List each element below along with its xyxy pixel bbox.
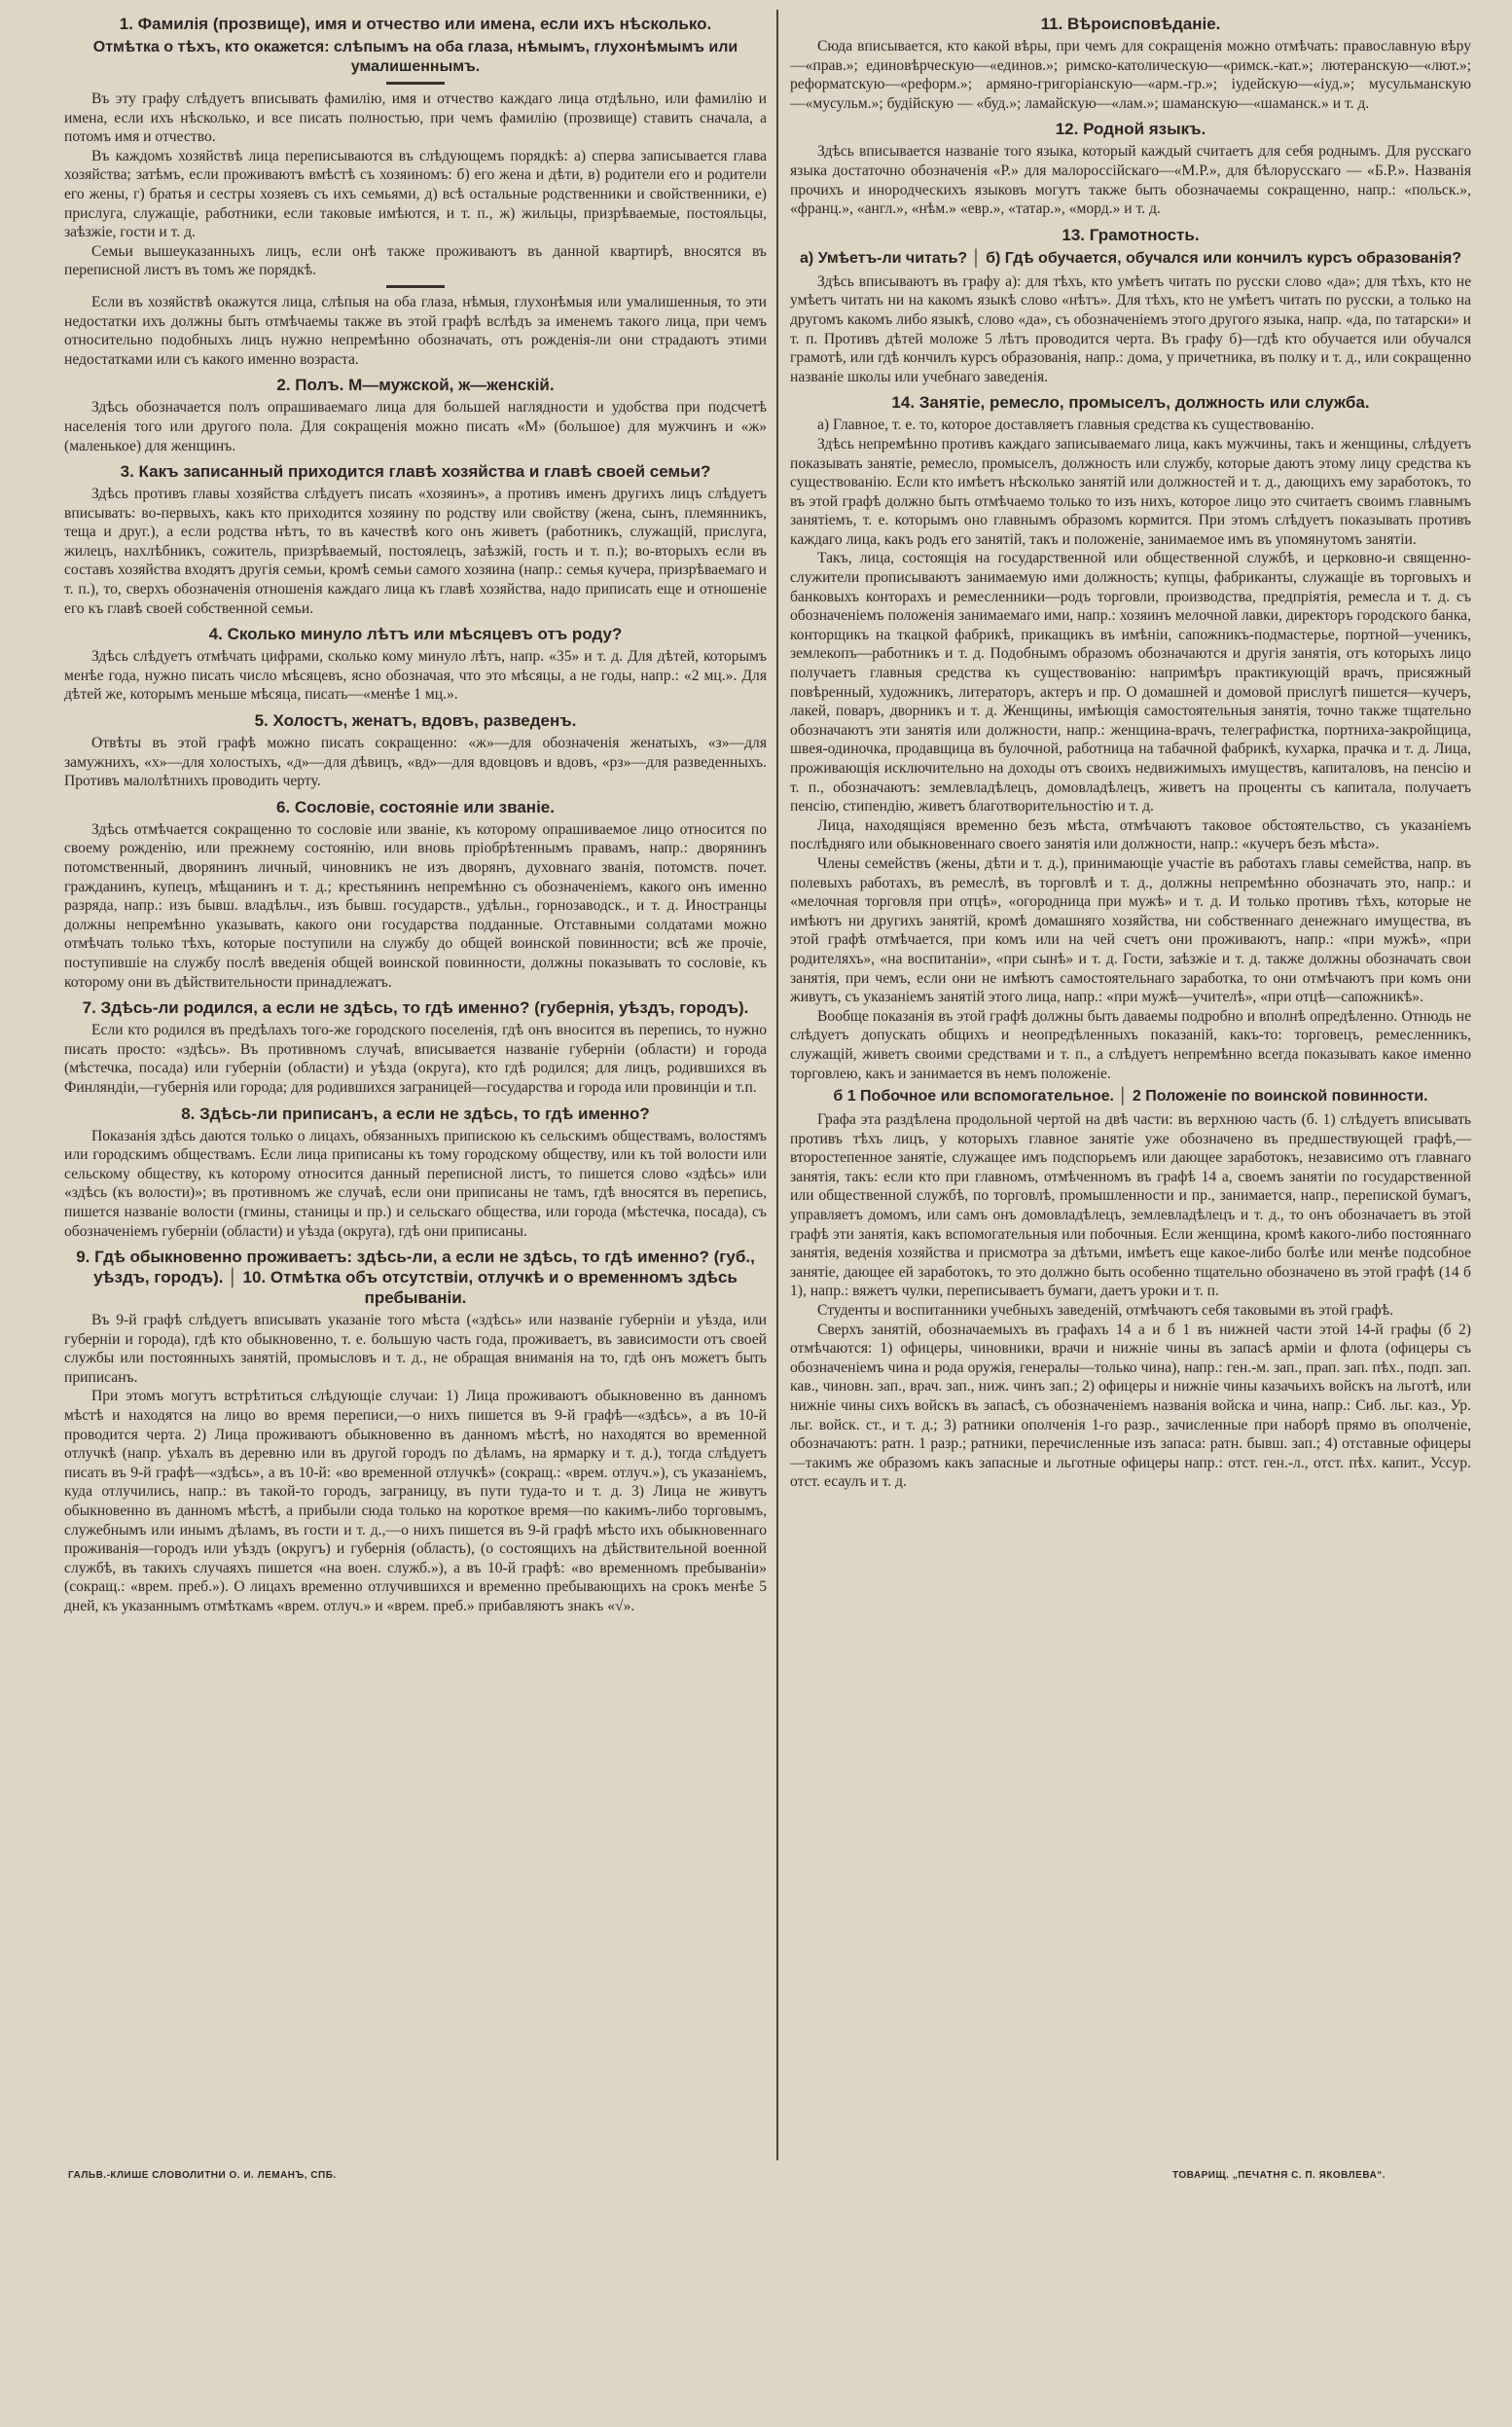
section-heading: 1. Фамилія (прозвище), имя и отчество или имена, если ихъ нѣсколько.	[119, 15, 712, 33]
paragraph: Если въ хозяйствѣ окажутся лица, слѣпыя на оба глаза, нѣмыя, глухонѣмыя или умалишенныя, то эти недостатки ихъ должны быть отмѣчаемы также въ этой графѣ вслѣдъ за именемъ такого лица, при чемъ относительно подобныхъ лицъ нужно непремѣнно обозначать, отъ рожденія-ли они страдаютъ этими недостатками или съ какого именно возраста.	[64, 293, 767, 368]
section-subheading: а) Умѣетъ-ли читать? │ б) Гдѣ обучается, обучался или кончилъ курсъ образованія?	[800, 249, 1461, 267]
paragraph: Такъ, лица, состоящія на государственной или общественной службѣ, и церковно-и священно-служители прописываютъ занимаемую ими должность; купцы, фабриканты, служащіе въ торговыхъ и банковыхъ конторахъ и ремесленники—родъ торговли, производства, предпріятія, ремесла и т. д. съ обозначеніемъ положенія занимаемаго ими, напр.: хозяинъ мелочной лавки, директоръ городского банка, конторщикъ на ткацкой фабрикѣ, прикащикъ въ имѣніи, сапожникъ-подмастерье, портной—ученикъ, землекопъ—работникъ и т. д. Подобнымъ образомъ обозначаются и другія занятія, отъ которыхъ лицо получаетъ главныя средства къ существованію: напримѣръ практикующій врачъ, присяжный повѣренный, художникъ, литераторъ, актеръ и пр. О домашней и домовой прислугѣ пишется—кучеръ, лакей, поваръ, дворникъ и т. д. Женщины, имѣющія самостоятельныя занятія, точно также тщательно обозначаютъ эти занятія или должности, напр.: женщина-врачъ, телеграфистка, портниха-закройщица, швея-одиночка, продавщица въ булочной, работница на табачной фабрикѣ, кухарка, прачка и т. д. Лица, проживающія исключительно на доходы отъ своихъ недвижимыхъ имуществъ, капиталовъ, на пенсію и т. п., обозначаютъ: землевладѣлецъ, домовладѣлецъ, живетъ на проценты съ капитала, получаетъ пенсію, стипендію, живетъ благотворительностію и т. д.	[790, 550, 1471, 815]
footer-left-imprint: ГАЛЬВ.-КЛИШЕ СЛОВОЛИТНИ О. И. ЛЕМАНЪ, СПБ.	[68, 2170, 337, 2181]
paragraph: Сюда вписывается, кто какой вѣры, при чемъ для сокращенія можно отмѣчать: православную вѣру—«прав.»; единовѣрческую—«единов.»; римско-католическую—«римск.-кат.»; лютеранскую—«лют.»; реформатскую—«реформ.»; армяно-григоріанскую—«арм.-гр.»; іудейскую—«іуд.»; мусульманскую—«мусульм.»; будійскую — «буд.»; ламайскую—«лам.»; шаманскую—«шаманск.» и т. д.	[790, 38, 1471, 112]
paragraph: Члены семействъ (жены, дѣти и т. д.), принимающіе участіе въ работахъ главы семейства, напр. въ полевыхъ работахъ, въ ремеслѣ, въ торговлѣ и т. д., должны непремѣнно обозначать это, напр.: и «мелочная торговля при отцѣ», «огородница при мужѣ» и т. д. И только противъ тѣхъ, которые не имѣютъ ни другихъ занятій, кромѣ домашняго хозяйства, ни собственнаго денежнаго имущества, въ этой графѣ отмѣчается, при комъ или на чей счетъ они проживаютъ, напр.: «при мужѣ», «при родителяхъ», «на воспитаніи», «при сынѣ» и т. д. Гости, заѣзжіе и т. д. также должны обозначать свои занятія, при чемъ, если они не имѣютъ самостоятельнаго заработка, то они отмѣчаютъ при комъ они живутъ, съ указаніемъ занятій этого лица, напр.: «при мужѣ—учителѣ», «при отцѣ—сапожникѣ».	[790, 854, 1471, 1006]
paragraph: Здѣсь обозначается полъ опрашиваемаго лица для большей наглядности и удобства при подсчетѣ населенія того или другого пола. Для сокращенія можно писать «М» (большое) для мужчинъ и «ж» (маленькое) для женщинъ.	[64, 399, 767, 454]
paragraph: Здѣсь слѣдуетъ отмѣчать цифрами, сколько кому минуло лѣтъ, напр. «35» и т. д. Для дѣтей, которымъ менѣе года, нужно писать число мѣсяцевъ, ясно обозначая, что это мѣсяцы, а не годы, напр.: «2 мц.». Для дѣтей же, которымъ меньше мѣсяца, писать—«менѣе 1 мц.».	[64, 648, 767, 704]
section-heading: 7. Здѣсь-ли родился, а если не здѣсь, то гдѣ именно? (губернія, уѣздъ, городъ).	[82, 998, 749, 1018]
paragraph: Здѣсь непремѣнно противъ каждаго записываемаго лица, какъ мужчины, такъ и женщины, слѣдуетъ показывать занятіе, ремесло, промыселъ, должность или службу, которые даютъ этому лицу средства къ существованію. Если кто имѣетъ нѣсколько занятій или должностей и т. д., дающихъ ему заработокъ, то въ этой графѣ должно быть отмѣчаемо только то изъ нихъ, которое лицо это считаетъ своимъ главнымъ занятіемъ, т. е. которымъ оно главнымъ образомъ кормится. При этомъ слѣдуетъ показывать противъ каждаго лица, какъ родъ его занятій, такъ и положеніе, занимаемое имъ въ упомянутомъ занятіи.	[790, 435, 1471, 548]
paragraph: Сверхъ занятій, обозначаемыхъ въ графахъ 14 а и б 1 въ нижней части этой 14-й графы (б 2) отмѣчаются: 1) офицеры, чиновники, врачи и нижніе чины въ запасѣ арміи и флота (офицеры съ обозначеніемъ чина и рода оружія, генералы—только чина), напр.: ген.-м. зап., прап. зап. пѣх., подп. зап. кав., чиновн. зап., врач. зап., ниж. чинъ зап.; 2) офицеры и нижніе чины казачьихъ войскъ на льготѣ, или нижніе чины сихъ войскъ въ запасѣ, съ обозначеніемъ названія войска и чина, напр.: Сиб. льг. каз., Ур. льг. войск. ст., и т. д.; 3) ратники ополченія 1-го разр., зачисленные при наборѣ прямо въ ополченіе, обозначаютъ: ратн. 1 разр.; ратники, перечисленные изъ запаса: ратн. бывш. зап.; 4) отставные офицеры—такимъ же образомъ какъ запасные и льготные офицеры напр.: отст. ген.-л., отст. пѣх. капит., Уссур. отст. есаулъ и т. д.	[790, 1321, 1471, 1491]
column-divider	[776, 10, 778, 2160]
paragraph: При этомъ могутъ встрѣтиться слѣдующіе случаи: 1) Лица проживаютъ обыкновенно въ данномъ мѣстѣ и находятся на лицо во время переписи,—о нихъ пишется въ 9-й графѣ—«здѣсь», а въ 10-й проводится черта. 2) Лица проживаютъ обыкновенно въ данномъ мѣстѣ, но находятся во временной отлучкѣ (напр. уѣхалъ въ деревню или въ другой городъ по дѣламъ, на ярмарку и т. д.), тогда слѣдуетъ писать въ 9-й графѣ—«здѣсь», а въ 10-й: «во временной отлучкѣ» (сокращ.: «врем. отлуч.»), съ указаніемъ, куда отлучились, напр.: въ такой-то городъ, заграницу, въ пути туда-то и т. д. 3) Лица не живутъ обыкновенно въ данномъ мѣстѣ, а прибыли сюда только на короткое время—по какимъ-либо торговымъ, служебнымъ или инымъ дѣламъ, въ гости и т. д.,—о нихъ пишется въ 9-й графѣ мѣсто ихъ обыкновеннаго проживанія—городъ или уѣздъ (округъ) и губернія (область), (о состоящихъ на дѣйствительной военной службѣ, въ такихъ случаяхъ пишется «на воен. служб.»), а въ 10-й графѣ: «во временномъ пребываніи» (сокращ.: «врем. преб.»). О лицахъ временно отлучившихся и временно пребывающихъ на срокъ менѣе 5 дней, къ указаннымъ отмѣткамъ «врем. отлуч.» и «врем. преб.» прибавляютъ знакъ «√».	[64, 1388, 767, 1614]
left-column	[64, 8, 767, 1616]
section-heading: 8. Здѣсь-ли приписанъ, а если не здѣсь, то гдѣ именно?	[181, 1104, 650, 1123]
paragraph: а) Главное, т. е. то, которое доставляетъ главныя средства къ существованію.	[817, 417, 1314, 434]
paragraph: Если кто родился въ предѣлахъ того-же городского поселенія, гдѣ онъ вносится въ перепись, то нужно писать просто: «здѣсь». Въ противномъ случаѣ, вписывается названіе губерніи (области) и города (мѣстечка, посада) или губерніи (области) и уѣзда (округа), кто гдѣ родился; для лицъ, родившихся въ Финляндіи,—губернія или города; для родившихся заграницей—государства и города или провинціи и т.п.	[64, 1022, 767, 1096]
section-heading: 6. Сословіе, состояніе или званіе.	[276, 797, 555, 816]
paragraph: Вообще показанія въ этой графѣ должны быть даваемы подробно и вполнѣ опредѣленно. Отнюдь не слѣдуетъ допускать общихъ и неопредѣленныхъ показаній, какъ-то: торговецъ, ремесленникъ, служащій, живетъ своими средствами и т. п., а слѣдуетъ непремѣнно всегда показывать какое именно торговлею, какъ и занимается въ немъ положеніе.	[790, 1007, 1471, 1082]
section-heading: 2. Полъ. М—мужской, ж—женскій.	[276, 376, 555, 395]
section-heading: 13. Грамотность.	[1062, 225, 1200, 244]
paragraph: Здѣсь противъ главы хозяйства слѣдуетъ писать «хозяинъ», а противъ именъ другихъ лицъ слѣдуетъ вписывать: во-первыхъ, какъ кто приходится хозяину по родству или свойству (жена, сынъ, племянникъ, теща и друг.), а если родства нѣтъ, то въ качествѣ кого онъ живетъ (работникъ, служащій, прислуга, жилецъ, нахлѣбникъ, сожитель, призрѣваемый, постоялецъ, заѣзжій, гость и т. п.); во-вторыхъ если въ составъ хозяйства входятъ другія семьи, кромѣ семьи самого хозяина (напр.: семья кучера, призрѣваемаго и т. п.), то, сверхъ обозначенія отношенія каждаго лица къ главѣ хозяйства, надо приписать еще и отношеніе его къ главѣ своей собственной семьи.	[64, 486, 767, 617]
section-heading: 5. Холостъ, женатъ, вдовъ, разведенъ.	[254, 711, 577, 731]
paragraph: Въ 9-й графѣ слѣдуетъ вписывать указаніе того мѣста («здѣсь» или названіе губерніи и уѣзда, или губерніи и города), гдѣ кто обыкновенно, т. е. большую часть года, проживаетъ, въ зависимости отъ своей службы или постоянныхъ занятій, промысловъ и т. д., не обращая вниманія на то, гдѣ онъ можетъ быть приписанъ.	[64, 1312, 767, 1386]
paragraph: Въ каждомъ хозяйствѣ лица переписываются въ слѣдующемъ порядкѣ: а) сперва записывается глава хозяйства; затѣмъ, если проживаютъ вмѣстѣ съ хозяиномъ: б) его жена и дѣти, в) родители его и родители его жены, г) братья и сестры хозяевъ съ ихъ семьями, д) всѣ остальные родственники и свойственники, е) прислуга, служащіе, работники, если таковые имѣются, и т. п., ж) жильцы, призрѣваемые, постояльцы, заѣзжіе, гости и т. д.	[64, 147, 767, 241]
right-column	[790, 8, 1471, 1492]
paragraph: Здѣсь вписываютъ въ графу а): для тѣхъ, кто умѣетъ читать по русски слово «да»; для тѣхъ, кто не умѣетъ читать ни на какомъ языкѣ слово «нѣтъ». Для тѣхъ, кто не умѣетъ читать по русски, а только на другомъ какомъ либо языкѣ, слово «да», съ обозначеніемъ этого другого языка, напр. «да, по татарски» и т. п. Противъ дѣтей моложе 5 лѣтъ проводится черта. Въ графу б)—гдѣ кто обучается или обучался грамотѣ, или гдѣ кончилъ курсъ образованія, напр.: дома, у причетника, въ полку и т. д., или сокращенно названіе школы или учебнаго заведенія.	[790, 272, 1471, 385]
section-heading: 3. Какъ записанный приходится главѣ хозяйства и главѣ своей семьи?	[120, 462, 711, 482]
paragraph: Студенты и воспитанники учебныхъ заведеній, отмѣчаютъ себя таковыми въ этой графѣ.	[817, 1302, 1394, 1320]
paragraph: Графа эта раздѣлена продольной чертой на двѣ части: въ верхнюю часть (б. 1) слѣдуетъ вписывать противъ тѣхъ лицъ, у которыхъ главное занятіе уже обозначено въ предшествующей графѣ,—второстепенное занятіе, служащее имъ подспорьемъ или дающее заработокъ, независимо отъ главнаго занятія, такъ: если кто при главномъ, отмѣченномъ въ графѣ 14 а, своемъ занятіи по государственной или общественной службѣ, по торговлѣ, промышленности и пр., занимается, напр., перепиской бумагъ, управляетъ домомъ, или самъ онъ домовладѣлецъ, землевладѣлецъ и т. д., то онъ обозначаетъ въ этой графѣ эти занятія, какъ вспомогательныя или побочныя. Если женщина, кромѣ какого-либо постояннаго занятія, веденія хозяйства и присмотра за дѣтьми, имѣетъ еще какое-либо болѣе или менѣе подсобное занятіе, дающее ей заработокъ, то это должно быть особенно тщательно обозначено въ этой графѣ (14 б 1), напр.: вяжетъ чулки, переписываетъ бумаги, даетъ уроки и т. п.	[790, 1111, 1471, 1300]
section-heading: 9. Гдѣ обыкновенно проживаетъ: здѣсь-ли, а если не здѣсь, то гдѣ именно? (губ., уѣздъ, городъ). │ 10. Отмѣтка объ отсутствіи, отлучкѣ и о временномъ здѣсь пребываніи.	[76, 1248, 755, 1308]
paragraph: Здѣсь вписывается названіе того языка, который каждый считаетъ для себя роднымъ. Для русскаго языка достаточно обозначенія «Р.» для малороссійскаго—«М.Р.», для бѣлорусскаго — «Б.Р.». Названія прочихъ и инородческихъ языковъ могутъ также быть обозначаемы сокращенно, напр.: «польск.», «франц.», «англ.», «нѣм.» «евр.», «татар.», «морд.» и т. д.	[790, 143, 1471, 218]
section-heading: 4. Сколько минуло лѣтъ или мѣсяцевъ отъ роду?	[208, 625, 623, 644]
paragraph: Отвѣты въ этой графѣ можно писать сокращенно: «ж»—для обозначенія женатыхъ, «з»—для замужнихъ, «х»—для холостыхъ, «д»—для дѣвицъ, «вд»—для вдовцовъ и вдовъ, «рз»—для разведенныхъ. Противъ малолѣтнихъ проводить черту.	[64, 735, 767, 790]
separator-rule	[386, 285, 445, 288]
footer-right-imprint: ТОВАРИЩ. „ПЕЧАТНЯ С. П. ЯКОВЛЕВА“.	[1172, 2170, 1386, 2181]
section-subheading: б 1 Побочное или вспомогательное. │ 2 Положеніе по воинской повинности.	[833, 1088, 1428, 1105]
paragraph: Въ эту графу слѣдуетъ вписывать фамилію, имя и отчество каждаго лица отдѣльно, или фамилію и имена, если ихъ нѣсколько, и все писать полностью, при чемъ фамилію (прозвище) ставить сначала, а потомъ имя и отчество.	[64, 91, 767, 146]
paragraph: Здѣсь отмѣчается сокращенно то сословіе или званіе, къ которому опрашиваемое лицо относится по своему рожденію, или прежнему состоянію, или вновь пріобрѣтеннымъ правамъ, напр.: дворянинъ потомственный, дворянинъ личный, чиновникъ не изъ дворянъ, духовнаго званія, потомств. почет. гражданинъ, купецъ, мѣщанинъ и т. д.; крестьянинъ непремѣнно съ обозначеніемъ, какого онъ именно разряда, напр.: изъ бывш. владѣльч., изъ бывш. государств., удѣльн., горнозаводск., и т. д. Иностранцы должны непремѣнно указывать, какого они государства подданные. Отставными солдатами можно отмѣчать только тѣхъ, которые поступили на службу до общей воинской повинности; всѣ же прочіе, поступившіе на службу послѣ введенія общей воинской повинности, должны показывать то сословіе, къ которому они въ дѣйствительности принадлежатъ.	[64, 820, 767, 991]
paragraph: Показанія здѣсь даются только о лицахъ, обязанныхъ припискою къ сельскимъ обществамъ, волостямъ или городскимъ обществамъ. Если лица приписаны къ тому городскому обществу, или къ той волости или сельскому обществу, къ которому относится данный переписной листъ, то пишется слово «здѣсь» или «здѣсь (къ волости)»; въ противномъ же случаѣ, если они приписаны не тамъ, гдѣ вносятся въ перепись, пишется названіе волости (гмины, станицы и пр.) и сельскаго общества, или города (мѣстечка, посада), съ обозначеніемъ губерніи (области) и уѣзда (округа), гдѣ они приписаны.	[64, 1127, 767, 1240]
section-subheading: Отмѣтка о тѣхъ, кто окажется: слѣпымъ на оба глаза, нѣмымъ, глухонѣмымъ или умалишеннымъ.	[92, 39, 738, 75]
section-heading: 12. Родной языкъ.	[1055, 120, 1206, 139]
paragraph: Лица, находящіяся временно безъ мѣста, отмѣчаютъ таковое обстоятельство, съ указаніемъ послѣдняго или обыкновеннаго своего занятія или должности, напр.: «кучеръ безъ мѣста».	[790, 816, 1471, 853]
section-heading: 11. Вѣроисповѣданіе.	[1040, 15, 1221, 33]
separator-rule	[386, 82, 445, 85]
paragraph: Семьи вышеуказанныхъ лицъ, если онѣ также проживаютъ въ данной квартирѣ, вносятся въ переписной листъ въ томъ же порядкѣ.	[64, 242, 767, 279]
section-heading: 14. Занятіе, ремесло, промыселъ, должность или служба.	[891, 393, 1370, 413]
